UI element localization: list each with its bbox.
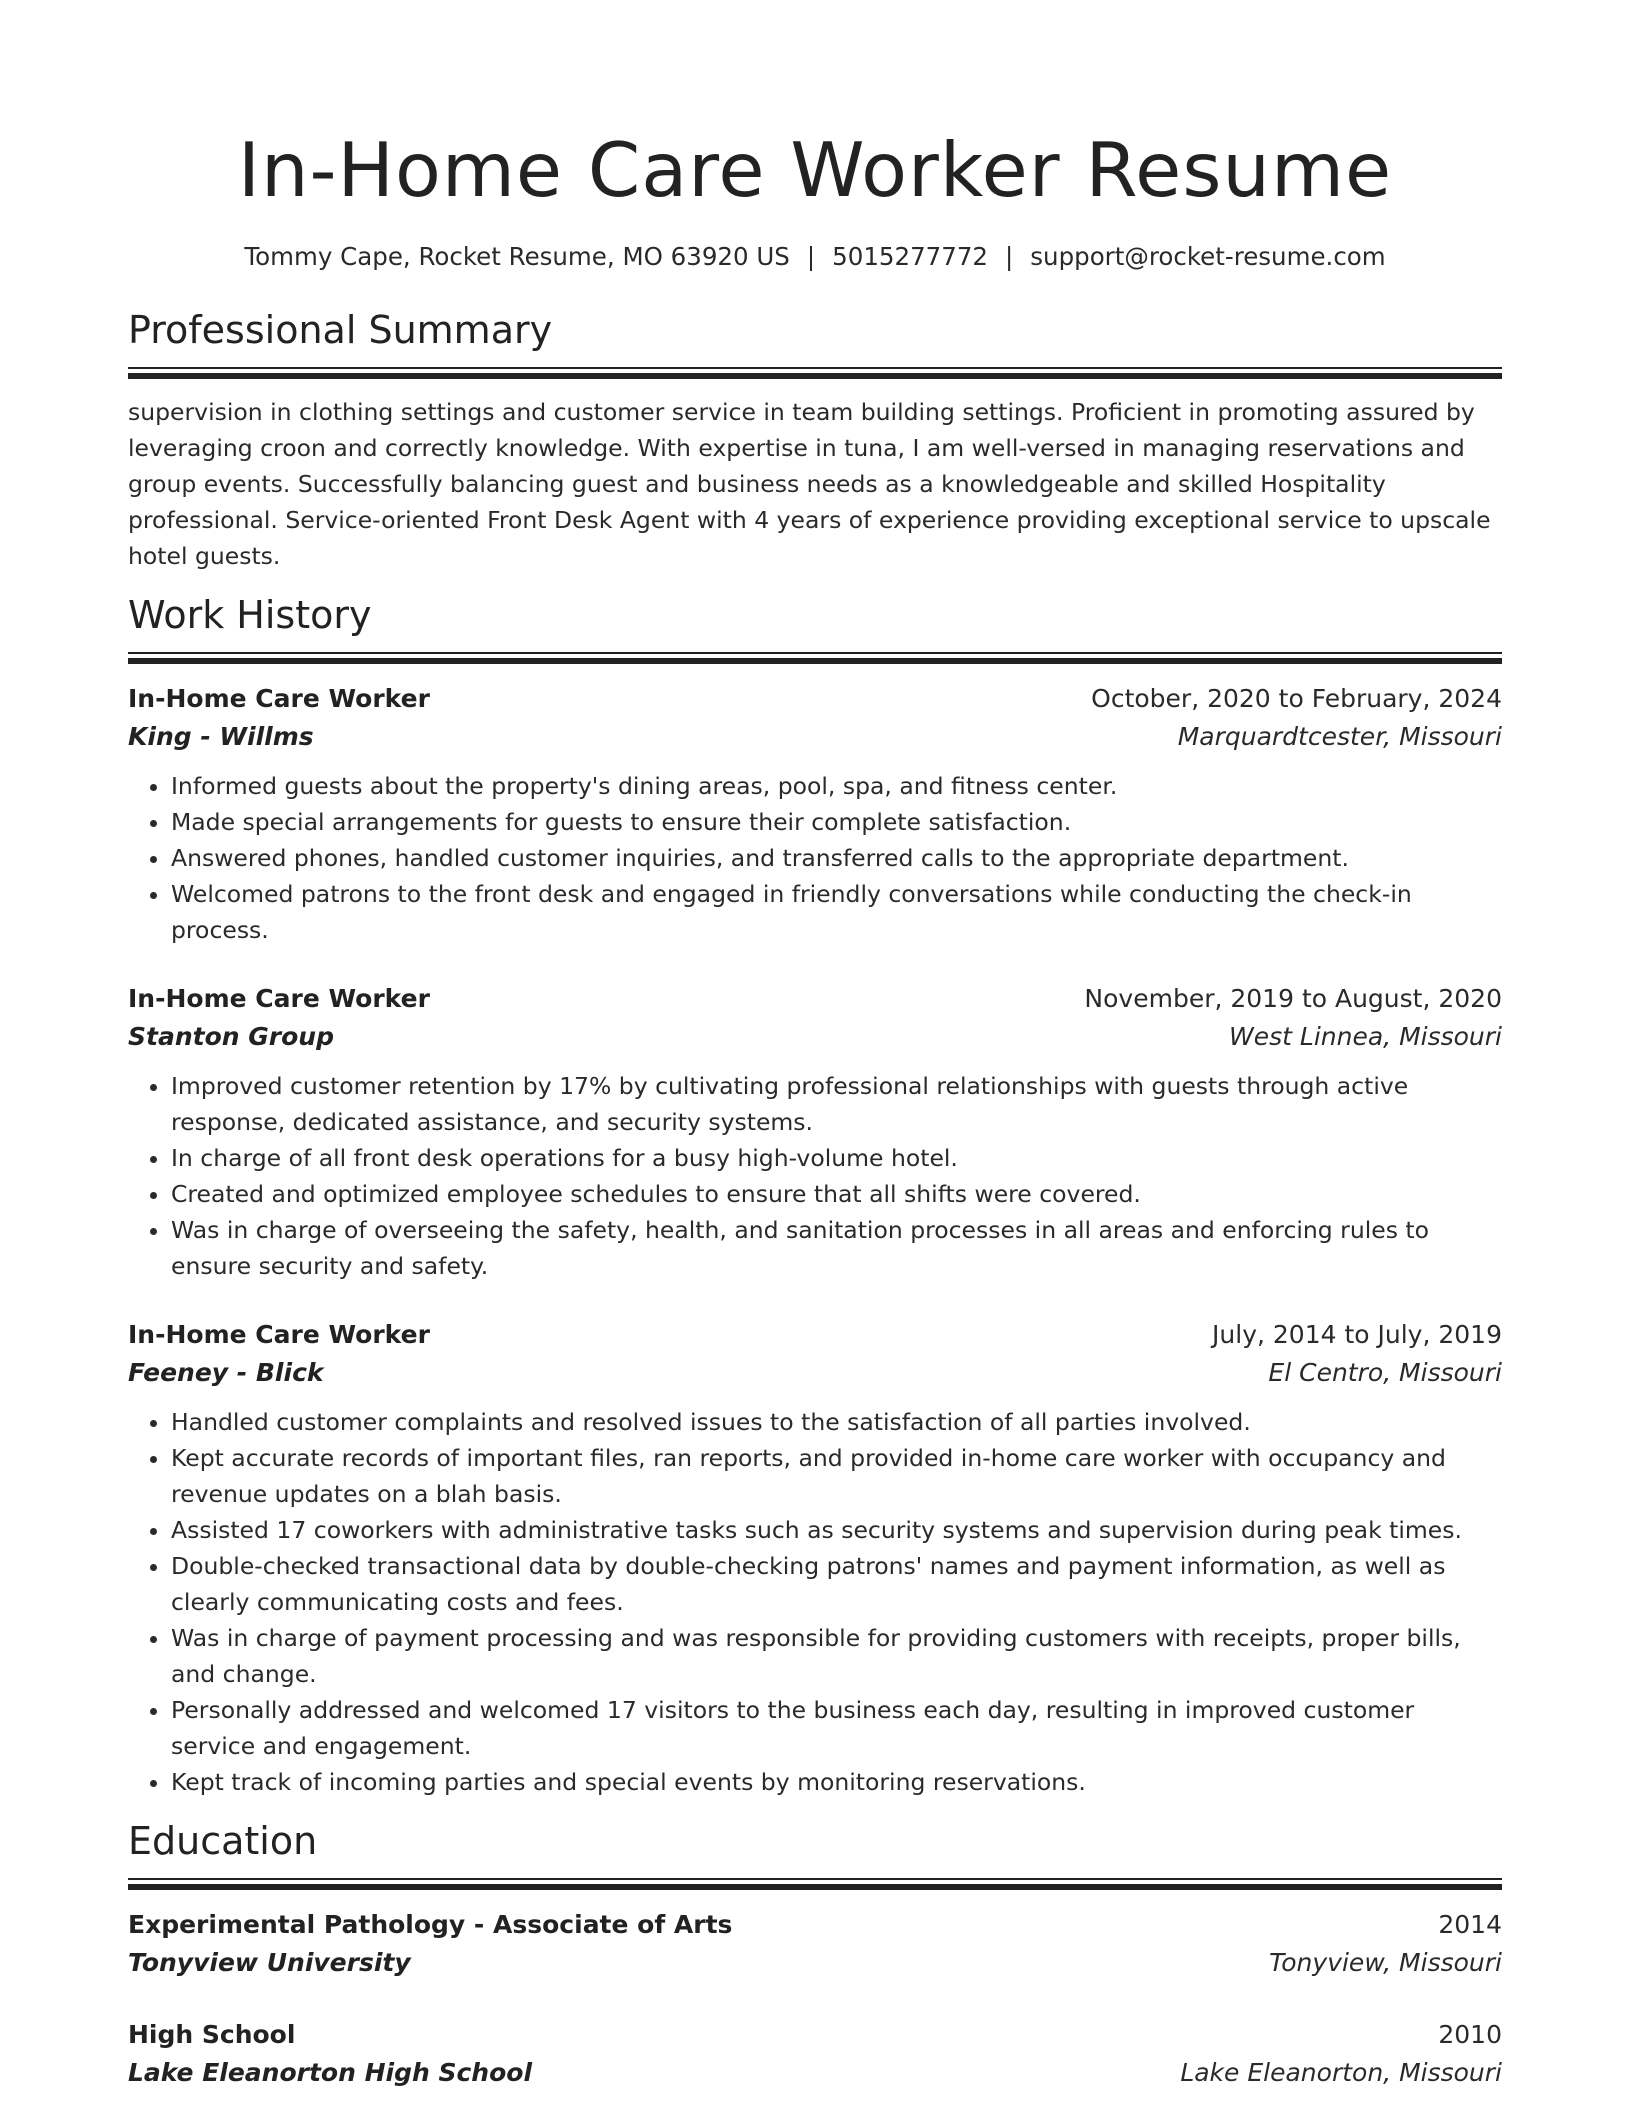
job-title: In-Home Care Worker (128, 984, 430, 1013)
job-company: King - Willms (128, 722, 314, 751)
work-history-section (128, 590, 1502, 1800)
job-subheader (128, 1018, 1502, 1056)
section-divider (128, 652, 1502, 664)
job-location: West Linnea, Missouri (1229, 1022, 1502, 1051)
education-school: Lake Eleanorton High School (128, 2058, 533, 2087)
education-entry (128, 2016, 1502, 2092)
summary-section (128, 305, 1502, 574)
education-year: 2010 (1438, 2020, 1502, 2049)
section-divider (128, 367, 1502, 379)
job-duty: • Double-checked transactional data by double-checking patrons' names and payment information, as well as clearly communicating costs and fees. (171, 1548, 1502, 1620)
contact-address: Tommy Cape, Rocket Resume, MO 63920 US (244, 242, 790, 271)
job-duty: • Was in charge of payment processing and was responsible for providing customers with receipts, proper bills, and change. (171, 1620, 1502, 1692)
job-duty: • Personally addressed and welcomed 17 visitors to the business each day, resulting in improved customer service and engagement. (171, 1692, 1502, 1764)
job-subheader (128, 1354, 1502, 1392)
job-duty: • Kept track of incoming parties and special events by monitoring reservations. (171, 1764, 1502, 1800)
summary-text: supervision in clothing settings and customer service in team building settings. Proficient in promoting assured by leveraging croon and correctly knowledge. With expertise in tuna, I am well-versed in managing reservations and group events. Successfully balancing guest and business needs as a knowledgeable and skilled Hospitality professional. Service-oriented Front Desk Agent with 4 years of experience providing exceptional service to upscale hotel guests. (128, 398, 1491, 570)
job-header (128, 1316, 1502, 1354)
job-duty: • Improved customer retention by 17% by cultivating professional relationships with guests through active response, dedicated assistance, and security systems. (171, 1068, 1502, 1140)
job-duty: • Assisted 17 coworkers with administrative tasks such as security systems and supervision during peak times. (171, 1512, 1502, 1548)
job-dates: November, 2019 to August, 2020 (1084, 984, 1502, 1013)
job-duty: • Handled customer complaints and resolved issues to the satisfaction of all parties involved. (171, 1404, 1502, 1440)
section-divider (128, 1878, 1502, 1890)
job-location: Marquardtcester, Missouri (1177, 722, 1502, 751)
job-duty: • Kept accurate records of important files, ran reports, and provided in-home care worker with occupancy and revenue updates on a blah basis. (171, 1440, 1502, 1512)
job-duties (128, 1404, 1502, 1800)
education-year: 2014 (1438, 1910, 1502, 1939)
education-location: Tonyview, Missouri (1269, 1948, 1502, 1977)
education-header (128, 2016, 1502, 2054)
job-duties (128, 1068, 1502, 1284)
contact-separator: | (806, 242, 816, 271)
job-dates: July, 2014 to July, 2019 (1212, 1320, 1502, 1349)
job-duty: • In charge of all front desk operations for a busy high-volume hotel. (171, 1140, 1502, 1176)
job-title: In-Home Care Worker (128, 684, 430, 713)
job-entry (128, 680, 1502, 948)
job-duty: • Welcomed patrons to the front desk and engaged in friendly conversations while conducting the check-in process. (171, 876, 1502, 948)
job-duty: • Informed guests about the property's dining areas, pool, spa, and fitness center. (171, 768, 1502, 804)
contact-email: support@rocket-resume.com (1030, 242, 1386, 271)
contact-line (128, 240, 1502, 274)
contact-phone: 5015277772 (832, 242, 989, 271)
job-company: Feeney - Blick (128, 1358, 324, 1387)
job-header (128, 680, 1502, 718)
education-location: Lake Eleanorton, Missouri (1180, 2058, 1502, 2087)
education-heading: Education (128, 1819, 318, 1863)
resume-page (128, 0, 1502, 2092)
education-header (128, 1906, 1502, 1944)
job-duty: • Was in charge of overseeing the safety, health, and sanitation processes in all areas and enforcing rules to ensure security and safety. (171, 1212, 1502, 1284)
work-history-heading: Work History (128, 593, 372, 637)
education-degree: Experimental Pathology - Associate of Arts (128, 1910, 733, 1939)
job-duties (128, 768, 1502, 948)
job-duty: • Made special arrangements for guests to ensure their complete satisfaction. (171, 804, 1502, 840)
education-subheader (128, 1944, 1502, 1982)
job-company: Stanton Group (128, 1022, 334, 1051)
job-entry (128, 1316, 1502, 1800)
education-school: Tonyview University (128, 1948, 411, 1977)
contact-separator: | (1005, 242, 1014, 271)
summary-heading: Professional Summary (128, 308, 553, 352)
job-duty: • Answered phones, handled customer inquiries, and transferred calls to the appropriate department. (171, 840, 1502, 876)
education-section (128, 1816, 1502, 2092)
education-subheader (128, 2054, 1502, 2092)
education-entry (128, 1906, 1502, 1982)
education-degree: High School (128, 2020, 296, 2049)
job-subheader (128, 718, 1502, 756)
job-location: El Centro, Missouri (1268, 1358, 1502, 1387)
job-dates: October, 2020 to February, 2024 (1091, 684, 1502, 713)
resume-title: In-Home Care Worker Resume (237, 126, 1393, 214)
job-entry (128, 980, 1502, 1284)
job-title: In-Home Care Worker (128, 1320, 430, 1349)
job-header (128, 980, 1502, 1018)
job-duty: • Created and optimized employee schedules to ensure that all shifts were covered. (171, 1176, 1502, 1212)
